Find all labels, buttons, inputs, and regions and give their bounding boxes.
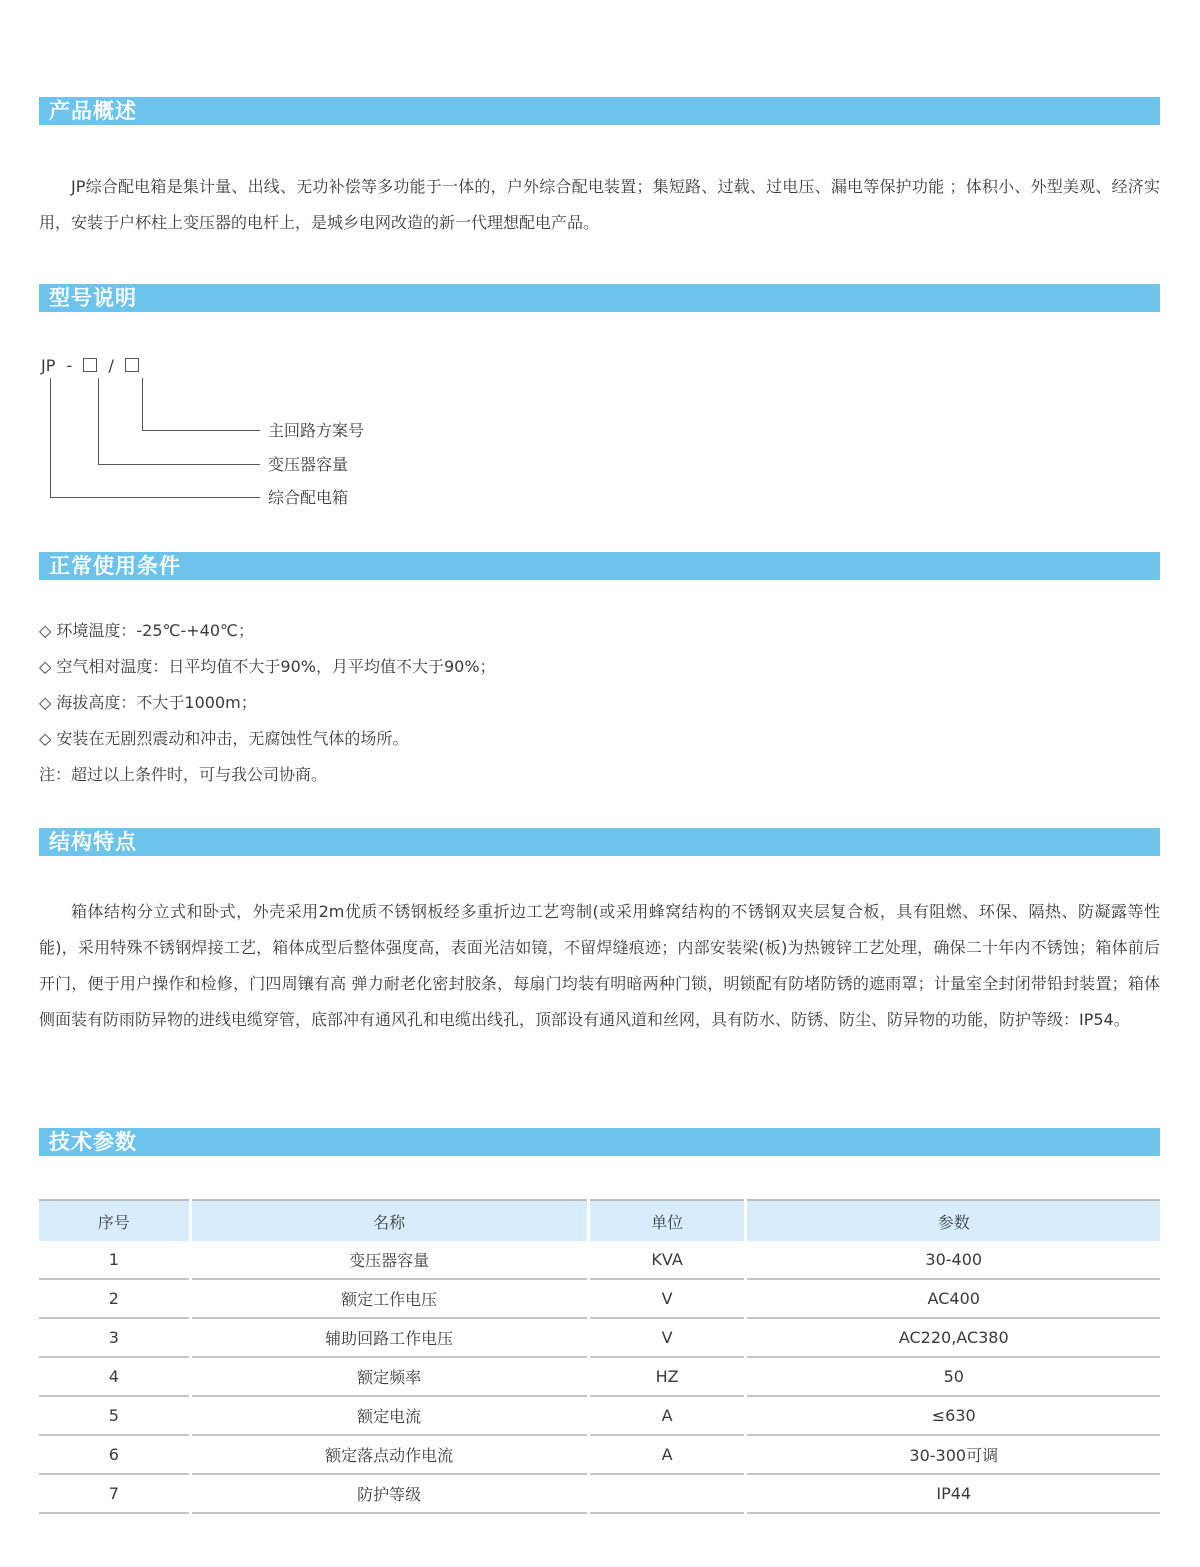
condition-item: ◇ 空气相对温度：日平均值不大于90%，月平均值不大于90%； (39, 657, 496, 676)
model-code (41, 356, 139, 375)
cell-unit (588, 1474, 746, 1513)
cell-param: ≤630 (746, 1396, 1160, 1435)
header-param: 参数 (746, 1200, 1160, 1241)
label-transformer-capacity: 变压器容量 (268, 455, 349, 474)
cell-unit: A (588, 1396, 746, 1435)
cell-unit: KVA (588, 1241, 746, 1279)
cell-name: 辅助回路工作电压 (190, 1318, 588, 1357)
cell-param: AC400 (746, 1279, 1160, 1318)
diagram-line (50, 497, 260, 498)
cell-name: 额定落点动作电流 (190, 1435, 588, 1474)
structure-paragraph: 箱体结构分立式和卧式，外壳采用2m优质不锈钢板经多重折边工艺弯制(或采用蜂窝结构的不锈钢双夹层复合板，具有阻燃、环保、隔热、防凝露等性能)，采用特殊不锈钢焊接工艺，箱体成型后整体强度高，表面光洁如镜，不留焊缝痕迹；内部安装梁(板)为热镀锌工艺处理，确保二十年内不锈蚀；箱体前后开门，便于用户操作和检修，门四周镶有高 弹力耐老化密封胶条，每扇门均装有明暗两种门锁，明锁配有防堵防锈的遮雨罩；计量室全封闭带铅封装置；箱体侧面装有防雨防异物的进线电缆穿管，底部冲有通风孔和电缆出线孔，顶部设有通风道和丝网，具有防水、防锈、防尘、防异物的功能，防护等级：IP54。 (39, 902, 1160, 1029)
cell-param: 50 (746, 1357, 1160, 1396)
header-name: 名称 (190, 1200, 588, 1241)
cell-name: 变压器容量 (190, 1241, 588, 1279)
scheme-placeholder-box (125, 358, 139, 372)
section-bar-structure (39, 828, 1160, 856)
condition-item: ◇ 环境温度：-25℃-+40℃； (39, 621, 255, 640)
cell-param: 30-300可调 (746, 1435, 1160, 1474)
section-title-overview: 产品概述 (49, 99, 137, 123)
section-bar-params (39, 1128, 1160, 1156)
cell-index: 3 (39, 1318, 190, 1357)
cell-index: 1 (39, 1241, 190, 1279)
diagram-line (142, 378, 143, 431)
diagram-line (98, 464, 260, 465)
cell-index: 7 (39, 1474, 190, 1513)
section-bar-model (39, 284, 1160, 312)
table-row (39, 1318, 1160, 1357)
cell-param: AC220,AC380 (746, 1318, 1160, 1357)
diagram-line (98, 378, 99, 465)
header-unit: 单位 (588, 1200, 746, 1241)
cell-name: 额定频率 (190, 1357, 588, 1396)
section-title-model: 型号说明 (49, 286, 137, 310)
table-row (39, 1396, 1160, 1435)
cell-param: 30-400 (746, 1241, 1160, 1279)
header-index: 序号 (39, 1200, 190, 1241)
model-dash: - (66, 356, 73, 375)
section-title-params: 技术参数 (49, 1130, 137, 1154)
cell-index: 4 (39, 1357, 190, 1396)
cell-unit: A (588, 1435, 746, 1474)
section-title-structure: 结构特点 (49, 830, 137, 854)
label-distribution-box: 综合配电箱 (268, 488, 349, 507)
params-table (39, 1199, 1160, 1514)
model-prefix: JP (41, 356, 56, 375)
table-row (39, 1279, 1160, 1318)
cell-name: 额定电流 (190, 1396, 588, 1435)
cell-name: 防护等级 (190, 1474, 588, 1513)
section-title-conditions: 正常使用条件 (49, 554, 181, 578)
section-bar-conditions (39, 552, 1160, 580)
condition-item: ◇ 海拔高度：不大于1000m； (39, 693, 257, 712)
cell-index: 6 (39, 1435, 190, 1474)
overview-paragraph: JP综合配电箱是集计量、出线、无功补偿等多功能于一体的，户外综合配电装置；集短路、过载、过电压、漏电等保护功能 ；体积小、外型美观、经济实用，安装于户杯柱上变压器的电杆上，是城乡电网改造的新一代理想配电产品。 (39, 177, 1160, 232)
condition-note: 注：超过以上条件时，可与我公司协商。 (39, 765, 328, 784)
section-bar-overview (39, 97, 1160, 125)
cell-unit: V (588, 1279, 746, 1318)
table-header-row (39, 1200, 1160, 1241)
diagram-line (50, 378, 51, 498)
table-row (39, 1241, 1160, 1279)
diagram-line (142, 430, 260, 431)
table-row (39, 1474, 1160, 1513)
cell-index: 2 (39, 1279, 190, 1318)
cell-unit: HZ (588, 1357, 746, 1396)
table-row (39, 1357, 1160, 1396)
capacity-placeholder-box (83, 358, 97, 372)
label-main-circuit: 主回路方案号 (268, 421, 365, 440)
cell-param: IP44 (746, 1474, 1160, 1513)
table-row (39, 1435, 1160, 1474)
cell-index: 5 (39, 1396, 190, 1435)
cell-unit: V (588, 1318, 746, 1357)
condition-item: ◇ 安装在无剧烈震动和冲击，无腐蚀性气体的场所。 (39, 729, 409, 748)
cell-name: 额定工作电压 (190, 1279, 588, 1318)
model-slash: / (108, 356, 114, 375)
